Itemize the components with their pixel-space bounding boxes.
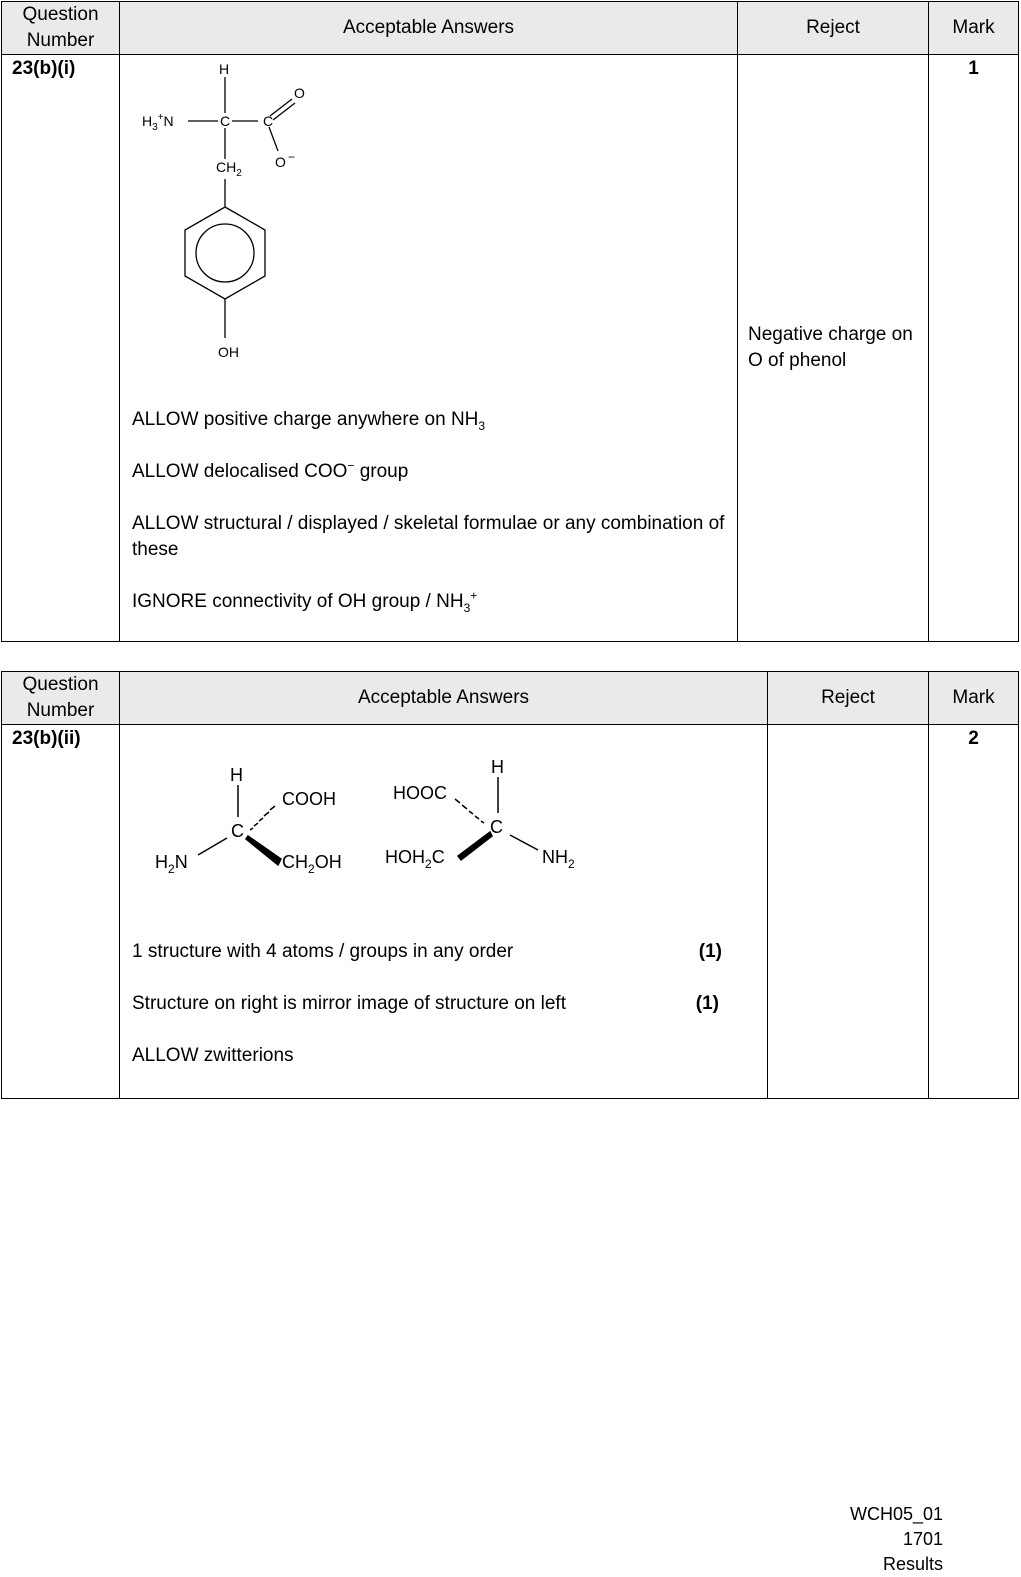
answer-line-2: ALLOW delocalised COO− group [132, 458, 409, 482]
label-oh: OH [218, 344, 239, 360]
mark-scheme-table-1 [1, 1, 1019, 642]
answer-line-1: ALLOW positive charge anywhere on $NH_3$ [132, 409, 486, 433]
label-nh3-plus: $H_3^+N$ [142, 112, 174, 133]
answer-line-1: 1 structure with 4 atoms / groups in any order (1) [132, 939, 722, 965]
label-o-minus: O − [275, 150, 295, 170]
label-nh2-right: $NH_2$ [542, 847, 575, 871]
label-h: H [219, 61, 230, 77]
acceptable-answers-cell [120, 55, 738, 642]
mark-scheme-table-2 [1, 671, 1019, 1099]
header-row [2, 672, 1019, 725]
mark-allocation-2: (1) [695, 993, 719, 1014]
answer-line-3: ALLOW zwitterions [132, 1045, 294, 1066]
header-mark: Mark [929, 2, 1019, 55]
mark-cell: 1 [929, 55, 1019, 642]
label-h-left: H [230, 765, 243, 785]
question-number: 23(b)(i) [2, 55, 120, 642]
serine-enantiomers-structure [140, 725, 620, 890]
answer-line-2: Structure on right is mirror image of structure on left (1) [132, 991, 722, 1017]
paper-code: WCH05_01 [849, 1504, 943, 1524]
label-cooh-left: COOH [282, 789, 336, 809]
label-ch2: $CH_2$ [216, 159, 242, 179]
header-row [2, 2, 1019, 55]
label-c-right: C [490, 817, 503, 837]
series-code: 1701 [902, 1529, 943, 1549]
answer-line-3: ALLOW structural / displayed / skeletal formulae or any combination of these [132, 513, 725, 560]
label-c-left: C [231, 821, 244, 841]
question-row [2, 725, 1019, 1099]
label-h-right: H [491, 757, 504, 777]
label-hoh2c-right: $HOH_2C$ [385, 847, 445, 871]
mark-allocation-1: (1) [698, 941, 722, 962]
footer-label: Results [882, 1554, 943, 1574]
tyrosine-zwitterion-structure [130, 55, 380, 385]
acceptable-answers-cell [120, 725, 768, 1099]
label-o-double: O [294, 85, 305, 101]
mark-cell: 2 [929, 725, 1019, 1099]
header-question-number: Question Number [2, 672, 120, 725]
reject-cell [768, 725, 929, 1099]
answer-line-4: IGNORE connectivity of OH group / $NH_3^+$ [132, 588, 478, 615]
header-acceptable-answers: Acceptable Answers [120, 2, 738, 55]
label-h2n-left: $H_2N$ [155, 852, 188, 876]
header-acceptable-answers: Acceptable Answers [120, 672, 768, 725]
header-reject: Reject [738, 2, 929, 55]
header-question-number: Question Number [2, 2, 120, 55]
reject-cell: Negative charge on O of phenol [738, 55, 929, 642]
question-number: 23(b)(ii) [2, 725, 120, 1099]
label-ch2oh-left: $CH_2OH$ [282, 852, 342, 876]
header-reject: Reject [768, 672, 929, 725]
label-hooc-right: HOOC [393, 783, 447, 803]
question-row [2, 55, 1019, 642]
page-footer [850, 1502, 943, 1577]
label-c-carboxyl: C [263, 113, 274, 129]
header-mark: Mark [929, 672, 1019, 725]
label-c-alpha: C [220, 113, 231, 129]
